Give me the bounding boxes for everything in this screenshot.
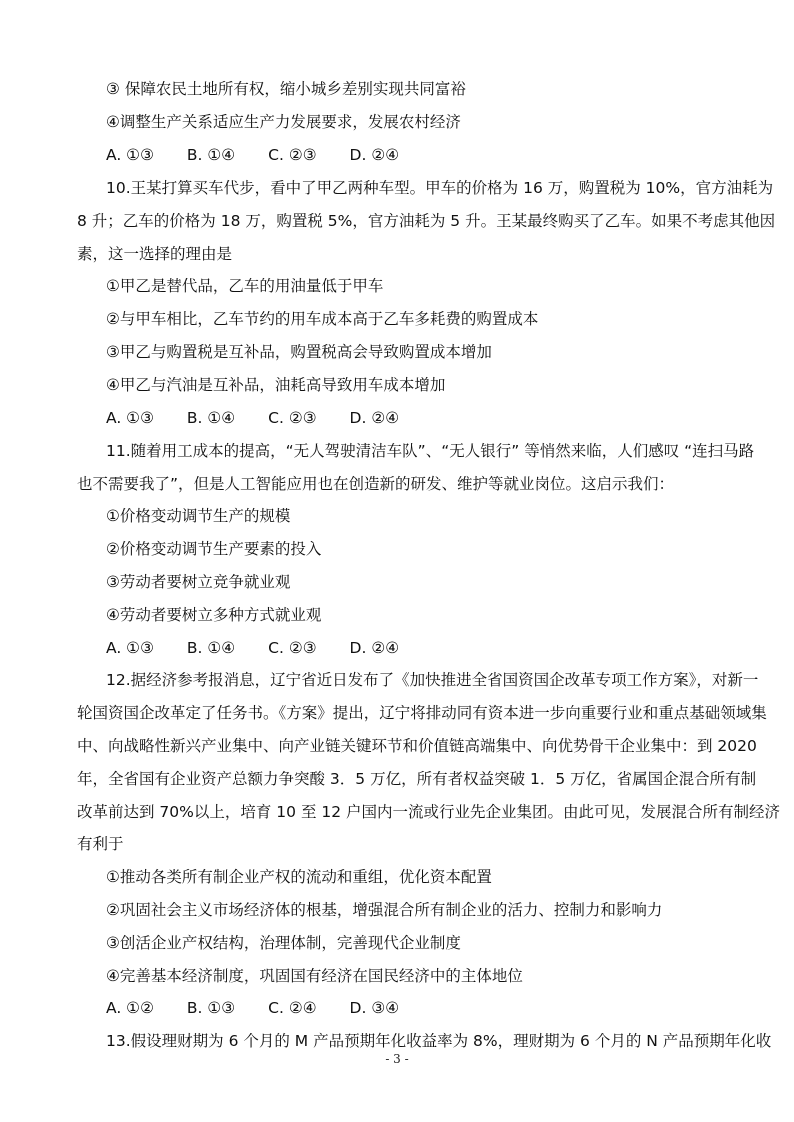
q10-stem-line-3: 素，这一选择的理由是 [77,245,233,263]
q11-answer-choices [106,638,399,658]
choice-b: B. ①④ [186,639,236,657]
q11-option-4: ④劳动者要树立多种方式就业观 [106,606,322,624]
q12-option-3: ③创活企业产权结构，治理体制，完善现代企业制度 [106,934,461,952]
q10-answer-choices [106,408,399,428]
choice-d: D. ②④ [349,146,400,164]
q11-option-2: ②价格变动调节生产要素的投入 [106,540,322,558]
q13-stem-line-1: 13.假设理财期为 6 个月的 M 产品预期年化收益率为 8%，理财期为 6 个月的 N 产品预期年化收 [106,1032,772,1050]
choice-a: A. ①③ [106,146,154,164]
q12-option-4: ④完善基本经济制度，巩固国有经济在国民经济中的主体地位 [106,967,523,985]
q12-answer-choices [106,998,399,1018]
prev-option-4: ④调整生产关系适应生产力发展要求，发展农村经济 [106,113,461,131]
choice-c: C. ②③ [268,639,317,657]
q11-option-3: ③劳动者要树立竞争就业观 [106,573,291,591]
q10-option-3: ③甲乙与购置税是互补品，购置税高会导致购置成本增加 [106,343,492,361]
q12-option-1: ①推动各类所有制企业产权的流动和重组，优化资本配置 [106,868,492,886]
q12-option-2: ②巩固社会主义市场经济体的根基，增强混合所有制企业的活力、控制力和影响力 [106,901,663,919]
prev-answer-choices [106,145,399,165]
q10-stem-line-2: 8 升；乙车的价格为 18 万，购置税 5%，官方油耗为 5 升。王某最终购买了乙车。如果不考虑其他因 [77,212,776,230]
choice-c: C. ②④ [268,999,317,1017]
choice-c: C. ②③ [268,409,317,427]
choice-a: A. ①② [106,999,154,1017]
choice-b: B. ①④ [186,146,236,164]
choice-d: D. ②④ [349,639,400,657]
q12-stem-line-2: 轮国资国企改革定了任务书。《方案》提出，辽宁将排动同有资本进一步向重要行业和重点基础领域集 [77,704,767,722]
choice-d: D. ③④ [349,999,400,1017]
q10-option-2: ②与甲车相比，乙车节约的用车成本高于乙车多耗费的购置成本 [106,310,539,328]
q11-stem-line-1: 11.随着用工成本的提高，“无人驾驶清洁车队”、“无人银行” 等悄然来临，人们感叹 “连扫马路 [106,442,755,460]
q12-stem-line-6: 有利于 [77,835,124,853]
q11-option-1: ①价格变动调节生产的规模 [106,507,291,525]
q12-stem-line-5: 改革前达到 70%以上，培育 10 至 12 户国内一流或行业先企业集团。由此可见，发展混合所有制经济 [77,803,781,821]
choice-a: A. ①③ [106,639,154,657]
q12-stem-line-1: 12.据经济参考报消息，辽宁省近日发布了《加快推进全省国资国企改革专项工作方案》，对新一 [106,671,759,689]
q11-stem-line-2: 也不需要我了”，但是人工智能应用也在创造新的研发、维护等就业岗位。这启示我们： [77,475,675,493]
choice-a: A. ①③ [106,409,154,427]
choice-d: D. ②④ [349,409,400,427]
choice-c: C. ②③ [268,146,317,164]
page-number: - 3 - [385,1052,409,1066]
q10-option-4: ④甲乙与汽油是互补品，油耗高导致用车成本增加 [106,376,446,394]
q10-stem-line-1: 10.王某打算买车代步，看中了甲乙两种车型。甲车的价格为 16 万，购置税为 10%，官方油耗为 [106,179,774,197]
q12-stem-line-4: 年，全省国有企业资产总额力争突酸 3．5 万亿，所有者权益突破 1．5 万亿，省属国企混合所有制 [77,770,757,788]
choice-b: B. ①④ [186,409,236,427]
q10-option-1: ①甲乙是替代品，乙车的用油量低于甲车 [106,277,384,295]
prev-option-3: ③ 保障农民土地所有权，缩小城乡差别实现共同富裕 [106,80,466,98]
q12-stem-line-3: 中、向战略性新兴产业集中、向产业链关键环节和价值链高端集中、向优势骨干企业集中：到 2020 [77,737,757,755]
choice-b: B. ①③ [186,999,236,1017]
